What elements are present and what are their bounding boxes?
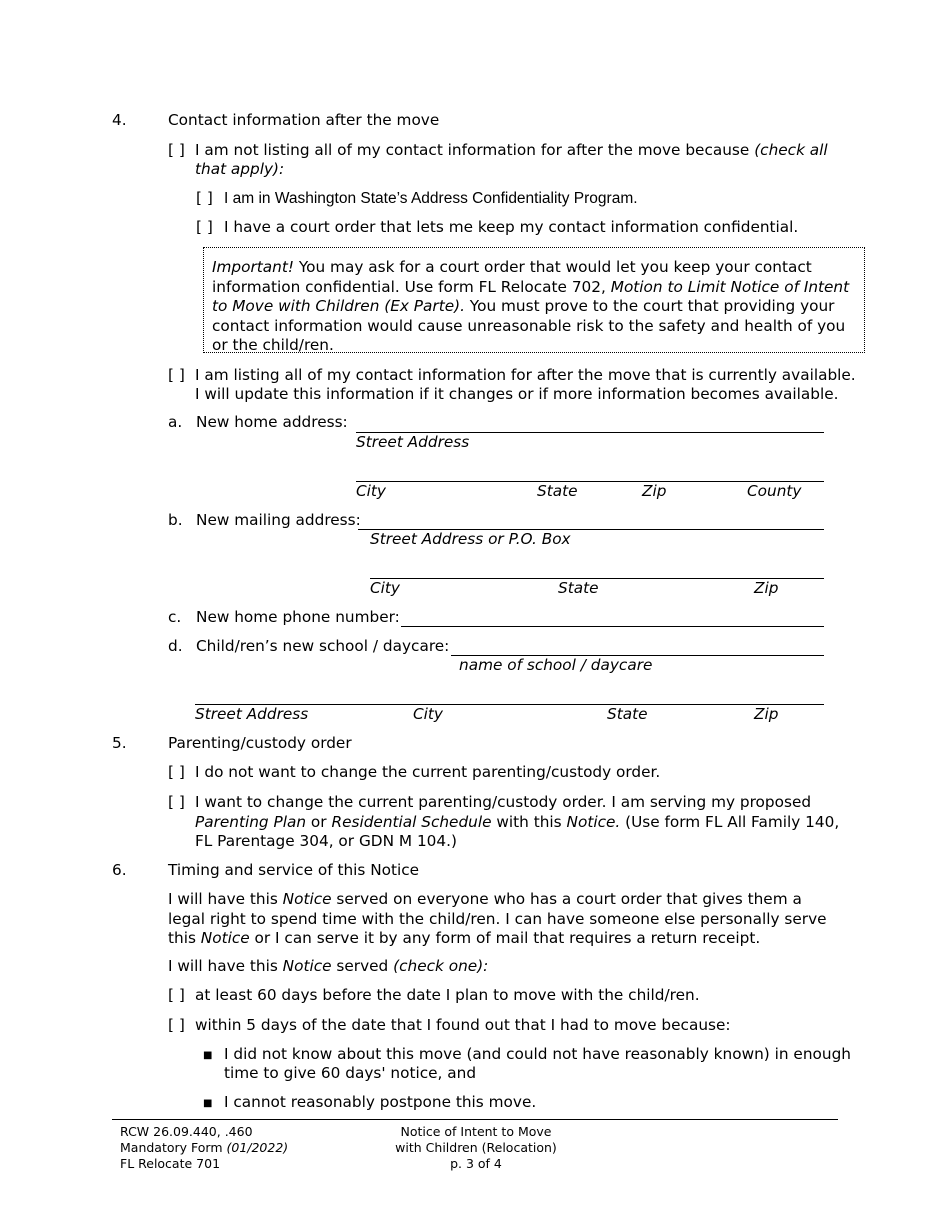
item-b-letter: b. xyxy=(168,511,183,529)
s5-or: or xyxy=(306,812,332,831)
s4-opt2-line1: I am listing all of my contact information for after the move that is currently available. xyxy=(195,366,856,384)
footer-center xyxy=(376,1124,576,1172)
section-4-number: 4. xyxy=(112,111,127,129)
important-notice-text xyxy=(212,258,864,356)
section-4-title: Contact information after the move xyxy=(168,111,440,129)
s5-residential-schedule: Residential Schedule xyxy=(331,812,492,831)
s6-p2-a: I will have this xyxy=(168,957,283,975)
s6-bullet2: I cannot reasonably postpone this move. xyxy=(224,1093,537,1111)
footer-page-number: p. 3 of 4 xyxy=(450,1156,502,1171)
important-label: Important! xyxy=(212,258,294,276)
s5-with: with this xyxy=(491,812,567,831)
s4-opt1-checkbox[interactable]: [ ] xyxy=(168,141,185,159)
s6-opt1-text: at least 60 days before the date I plan to move with the child/ren. xyxy=(195,986,700,1004)
bullet-square-icon: ■ xyxy=(203,1098,213,1109)
mailing-zip-caption: Zip xyxy=(754,579,779,597)
s6-p1-notice: Notice xyxy=(282,890,332,908)
s6-paragraph-2 xyxy=(168,957,488,977)
s5-opt2-t2: (Use form FL All Family 140, FL Parentage 304, or GDN M 104.) xyxy=(195,812,840,850)
s4-sub1-checkbox[interactable]: [ ] xyxy=(196,189,213,207)
s6-opt2-text: within 5 days of the date that I found out that I had to move because: xyxy=(195,1016,731,1034)
s6-opt1-checkbox[interactable]: [ ] xyxy=(168,986,185,1004)
footer-mandatory xyxy=(120,1140,288,1156)
important-form-name: Motion to Limit Notice of Intent to Move with Children (Ex Parte). xyxy=(212,277,850,315)
school-street-caption: Street Address xyxy=(195,705,309,723)
important-text-2: You must prove to the court that providing your contact information would cause unreasonable risk to the safety and health of you or the child/ren. xyxy=(212,297,846,354)
mailing-street-caption: Street Address or P.O. Box xyxy=(370,530,571,548)
s4-opt2-line2: I will update this information if it changes or if more information becomes available. xyxy=(195,385,839,403)
home-address-label: New home address: xyxy=(196,413,348,431)
s6-bullet1-line1: I did not know about this move (and could not have reasonably known) in enough xyxy=(224,1045,852,1063)
home-phone-line[interactable] xyxy=(401,626,824,627)
mailing-city-caption: City xyxy=(370,579,400,597)
s6-p1-b: served on everyone who has a court order that gives them a legal right to spend time with the child/ren. I can have someone else personally serve this xyxy=(168,890,827,947)
section-5-title: Parenting/custody order xyxy=(168,734,352,752)
s6-p1-notice2: Notice xyxy=(200,929,250,947)
footer-form-id: FL Relocate 701 xyxy=(120,1156,221,1171)
s6-bullet1-line2: time to give 60 days' notice, and xyxy=(224,1064,477,1082)
school-state-caption: State xyxy=(607,705,648,723)
section-5-number: 5. xyxy=(112,734,127,752)
s6-paragraph-1 xyxy=(168,890,838,949)
s5-opt2-t1: I want to change the current parenting/custody order. I am serving my proposed xyxy=(195,793,812,811)
important-text-1: You may ask for a court order that would let you keep your contact information confidential. Use form FL Relocate 702, xyxy=(212,258,812,296)
bullet-square-icon: ■ xyxy=(203,1050,213,1061)
home-zip-caption: Zip xyxy=(642,482,667,500)
s6-p1-c: or I can serve it by any form of mail that requires a return receipt. xyxy=(249,929,761,947)
mailing-address-label: New mailing address: xyxy=(196,511,361,529)
s6-p2-check: (check one): xyxy=(393,957,489,975)
school-zip-caption: Zip xyxy=(754,705,779,723)
s5-parenting-plan: Parenting Plan xyxy=(195,812,307,831)
s4-sub1-text: I am in Washington State’s Address Confidentiality Program. xyxy=(224,190,638,207)
s5-notice: Notice. xyxy=(566,812,621,831)
home-city-caption: City xyxy=(356,482,386,500)
s4-opt1-check-all: (check all xyxy=(754,141,828,159)
home-county-caption: County xyxy=(747,482,802,500)
s4-opt1-check-all-cont: that apply): xyxy=(195,160,285,178)
s5-opt1-text: I do not want to change the current parenting/custody order. xyxy=(195,763,661,781)
mailing-state-caption: State xyxy=(558,579,599,597)
footer-rcw: RCW 26.09.440, .460 xyxy=(120,1124,253,1139)
s4-sub2-checkbox[interactable]: [ ] xyxy=(196,218,213,236)
s6-p2-b: served xyxy=(331,957,394,975)
footer-divider xyxy=(112,1119,838,1120)
s6-p1-a: I will have this xyxy=(168,890,283,908)
item-a-letter: a. xyxy=(168,413,183,431)
item-d-letter: d. xyxy=(168,637,183,655)
school-city-caption: City xyxy=(413,705,443,723)
home-street-caption: Street Address xyxy=(356,433,470,451)
s4-opt1-label: I am not listing all of my contact information for after the move because xyxy=(195,141,750,159)
home-state-caption: State xyxy=(537,482,578,500)
footer-title-1: Notice of Intent to Move xyxy=(400,1124,552,1139)
s5-opt2-text xyxy=(195,793,845,852)
school-label: Child/ren’s new school / daycare: xyxy=(196,637,450,655)
s4-opt2-checkbox[interactable]: [ ] xyxy=(168,366,185,384)
s4-opt1-text xyxy=(195,141,828,161)
footer-title-2: with Children (Relocation) xyxy=(395,1140,557,1155)
section-6-number: 6. xyxy=(112,861,127,879)
s4-sub2-text: I have a court order that lets me keep my contact information confidential. xyxy=(224,218,799,236)
school-name-caption: name of school / daycare xyxy=(459,656,653,674)
s6-opt2-checkbox[interactable]: [ ] xyxy=(168,1016,185,1034)
s6-p2-notice: Notice xyxy=(282,957,332,975)
footer-mandatory-label: Mandatory Form xyxy=(120,1140,227,1155)
s5-opt2-checkbox[interactable]: [ ] xyxy=(168,793,185,811)
footer-left xyxy=(120,1124,288,1172)
s5-opt1-checkbox[interactable]: [ ] xyxy=(168,763,185,781)
home-phone-label: New home phone number: xyxy=(196,608,400,626)
item-c-letter: c. xyxy=(168,608,182,626)
footer-date: (01/2022) xyxy=(226,1140,289,1155)
section-6-title: Timing and service of this Notice xyxy=(168,861,420,879)
